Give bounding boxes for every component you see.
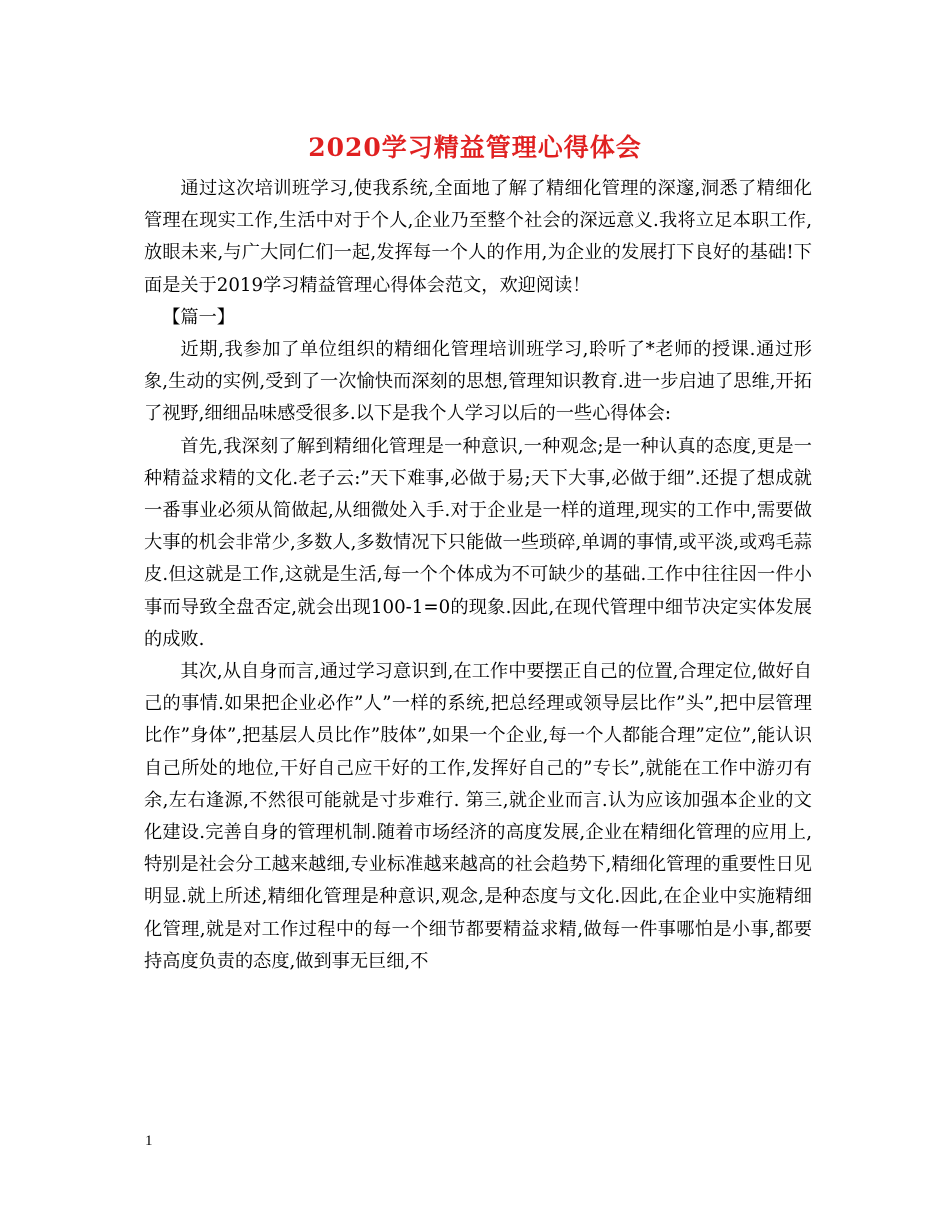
document-title: 2020学习精益管理心得体会: [308, 133, 642, 162]
document-body: [144, 173, 812, 978]
section-heading: 【篇一】: [162, 306, 235, 328]
body-paragraph: 其次,从自身而言,通过学习意识到,在工作中要摆正自己的位置,合理定位,做好自己的事情.如果把企业必作”人”一样的系统,把总经理或领导层比作”头”,把中层管理比作”身体”,把基层人员比作”肢体”,如果一个企业,每一个人都能合理”定位”,能认识自己所处的地位,干好自己应干好的工作,发挥好自己的”专长”,就能在工作中游刃有余,左右逢源,不然很可能就是寸步难行. 第三,就企业而言.认为应该加强本企业的文化建设.完善自身的管理机制.随着市场经济的高度发展,企业在精细化管理的应用上,特别是社会分工越来越细,专业标准越来越高的社会趋势下,精细化管理的重要性日见明显.就上所述,精细化管理是种意识,观念,是种态度与文化.因此,在企业中实施精细化管理,就是对工作过程中的每一个细节都要精益求精,做每一件事哪怕是小事,都要持高度负责的态度,做到事无巨细,不: [144, 661, 812, 972]
page-number: 1: [145, 1133, 153, 1149]
body-paragraph: 近期,我参加了单位组织的精细化管理培训班学习,聆听了*老师的授课.通过形象,生动的实例,受到了一次愉快而深刻的思想,管理知识教育.进一步启迪了思维,开拓了视野,细细品味感受很多.以下是我个人学习以后的一些心得体会:: [144, 339, 812, 425]
body-paragraph: 首先,我深刻了解到精细化管理是一种意识,一种观念;是一种认真的态度,更是一种精益求精的文化.老子云:”天下难事,必做于易;天下大事,必做于细”.还提了想成就一番事业必须从简做起,从细微处入手.对于企业是一样的道理,现实的工作中,需要做大事的机会非常少,多数人,多数情况下只能做一些琐碎,单调的事情,或平淡,或鸡毛蒜皮.但这就是工作,这就是生活,每一个个体成为不可缺少的基础.工作中往往因一件小事而导致全盘否定,就会出现100-1=0的现象.因此,在现代管理中细节决定实体发展的成败.: [144, 435, 812, 650]
intro-paragraph: 通过这次培训班学习,使我系统,全面地了解了精细化管理的深邃,洞悉了精细化管理在现实工作,生活中对于个人,企业乃至整个社会的深远意义.我将立足本职工作,放眼未来,与广大同仁们一起,发挥每一个人的作用,为企业的发展打下良好的基础!下面是关于2019学习精益管理心得体会范文，欢迎阅读！: [144, 178, 812, 296]
